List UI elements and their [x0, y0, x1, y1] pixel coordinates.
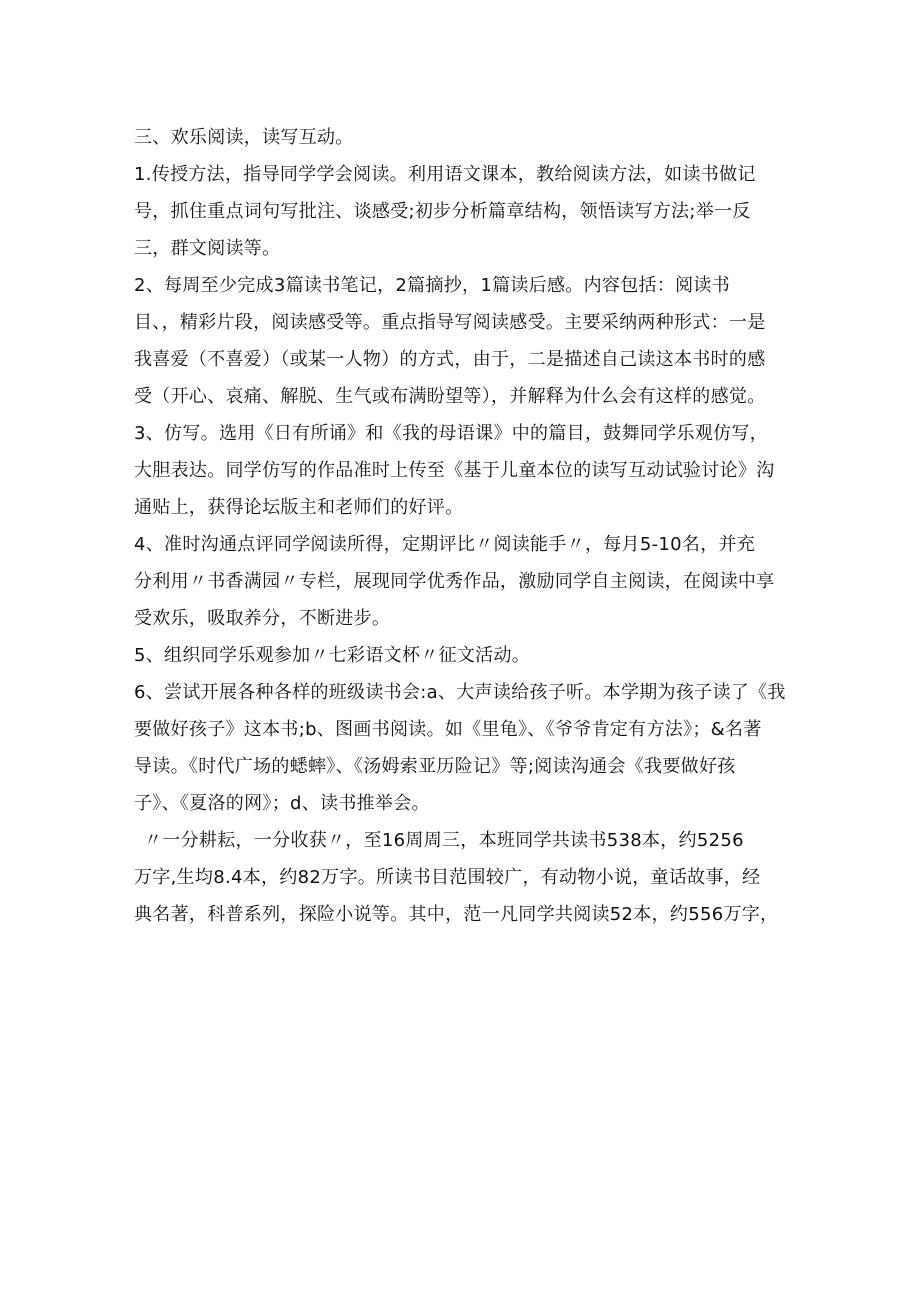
paragraph-line: 4、准时沟通点评同学阅读所得，定期评比〃阅读能手〃，每月5-10名，并充	[134, 534, 756, 555]
paragraph-line: 目、，精彩片段，阅读感受等。重点指导写阅读感受。主要采纳两种形式：一是	[134, 312, 766, 333]
paragraph-line: 万字,生均8.4本，约82万字。所读书目范围较广，有动物小说，童话故事，经	[134, 867, 761, 888]
paragraph-line: 3、仿写。选用《日有所诵》和《我的母语课》中的篇目，鼓舞同学乐观仿写，	[134, 423, 768, 444]
paragraph-line: 受欢乐，吸取养分，不断进步。	[134, 608, 391, 629]
paragraph-line: 〃一分耕耘，一分收获〃，至16周周三，本班同学共读书538本，约5256	[144, 830, 744, 851]
paragraph-line: 要做好孩子》这本书;b、图画书阅读。如《里龟》、《爷爷肯定有方法》；&名著	[134, 719, 762, 740]
paragraph-line: 受（开心、哀痛、解脱、生气或布满盼望等），并解释为什么会有这样的感觉。	[134, 386, 766, 407]
paragraph-line: 号，抓住重点词句写批注、谈感受;初步分析篇章结构，领悟读写方法;举一反	[134, 201, 751, 222]
section-heading: 三、欢乐阅读，读写互动。	[134, 127, 354, 148]
document-body	[134, 119, 834, 933]
paragraph-line: 5、组织同学乐观参加〃七彩语文杯〃征文活动。	[134, 645, 531, 666]
paragraph-line: 典名著，科普系列，探险小说等。其中，范一凡同学共阅读52本，约556万字，	[134, 904, 779, 925]
paragraph-line: 通贴上，获得论坛版主和老师们的好评。	[134, 497, 464, 518]
paragraph-line: 导读。《时代广场的蟋蟀》、《汤姆索亚历险记》等;阅读沟通会《我要做好孩	[134, 756, 736, 777]
paragraph-line: 三，群文阅读等。	[134, 238, 281, 259]
paragraph-line: 大胆表达。同学仿写的作品准时上传至《基于儿童本位的读写互动试验讨论》沟	[134, 460, 775, 481]
paragraph-line: 1.传授方法，指导同学学会阅读。利用语文课本，教给阅读方法，如读书做记	[134, 164, 756, 185]
paragraph-line: 6、尝试开展各种各样的班级读书会:a、大声读给孩子听。本学期为孩子读了《我	[134, 682, 786, 703]
paragraph-line: 我喜爱（不喜爱）（或某一人物）的方式，由于，二是描述自己读这本书时的感	[134, 349, 766, 370]
paragraph-line: 2、每周至少完成3篇读书笔记，2篇摘抄，1篇读后感。内容包括：阅读书	[134, 275, 731, 296]
paragraph-line: 分利用〃书香满园〃专栏，展现同学优秀作品，激励同学自主阅读，在阅读中享	[134, 571, 775, 592]
paragraph-line: 子》、《夏洛的网》；d、读书推举会。	[134, 793, 430, 814]
